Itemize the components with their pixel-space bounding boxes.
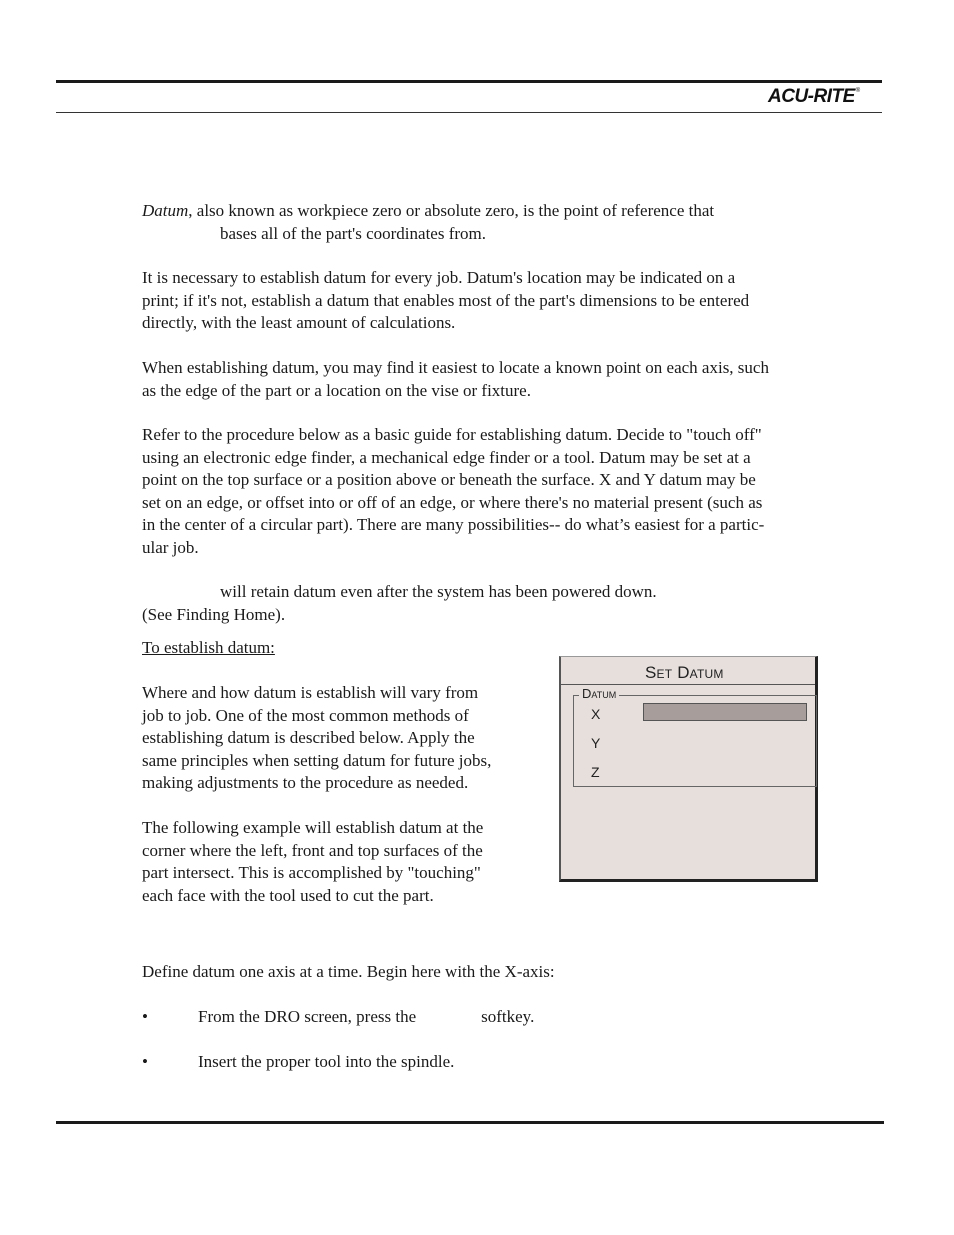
bullet-step-press-softkey [198, 1006, 534, 1029]
bullet-mark: • [142, 1052, 148, 1071]
paragraph-establish-every-job [142, 267, 749, 335]
paragraph-procedure-guide [142, 424, 764, 559]
paragraph-text: It is necessary to establish datum for every job. Datum's location may be indicated on a [142, 268, 736, 287]
paragraph-text: in the center of a circular part). There are many possibilities-- do what’s easiest for a partic- [142, 515, 765, 534]
paragraph-known-point [142, 357, 769, 402]
logo-text: ACU-RITE [768, 86, 855, 107]
paragraph-text: establishing datum is described below. Apply the [142, 728, 475, 747]
paragraph-example [142, 817, 483, 907]
term-datum: Datum [142, 201, 189, 220]
paragraph-text: making adjustments to the procedure as needed. [142, 773, 469, 792]
paragraph-text: as the edge of the part or a location on the vise or fixture. [142, 380, 531, 400]
bullet-text-before: From the DRO screen, press the [198, 1007, 417, 1026]
paragraph-datum-definition [142, 200, 714, 245]
bullet-text-after: softkey. [481, 1007, 535, 1026]
paragraph-text: set on an edge, or offset into or off of an edge, or where there's no material present (such as [142, 492, 763, 512]
paragraph-text: each face with the tool used to cut the part. [142, 885, 434, 905]
bullet-text-before: Insert the proper tool into the spindle. [198, 1052, 455, 1071]
paragraph-text: (See Finding Home). [142, 604, 286, 624]
paragraph-text: The following example will establish datum at the [142, 818, 484, 837]
screen-title: Set Datum [645, 663, 724, 682]
paragraph-text: Refer to the procedure below as a basic guide for establishing datum. Decide to "touch off" [142, 425, 762, 444]
paragraph-text: point on the top surface or a position above or beneath the surface. X and Y datum may be [142, 470, 756, 489]
header-rule-top [56, 80, 882, 83]
paragraph-retain-datum [142, 581, 657, 626]
subheading-to-establish-datum: To establish datum: [142, 638, 275, 657]
paragraph-text: ular job. [142, 537, 199, 557]
paragraph-where-and-how [142, 682, 491, 795]
bullet-mark: • [142, 1007, 148, 1026]
paragraph-text: bases all of the part's coordinates from. [220, 223, 487, 243]
paragraph-text: same principles when setting datum for future jobs, [142, 750, 492, 770]
datum-group-label: Datum [579, 686, 619, 701]
paragraph-text: print; if it's not, establish a datum that enables most of the part's dimensions to be entered [142, 290, 750, 310]
acu-rite-logo [768, 86, 860, 108]
paragraph-text: part intersect. This is accomplished by "touching" [142, 863, 481, 882]
set-datum-screen [559, 656, 818, 882]
paragraph-text: Where and how datum is establish will vary from [142, 683, 479, 702]
paragraph-text: , also known as workpiece zero or absolute zero, is the point of reference that [188, 201, 715, 220]
paragraph-text: directly, with the least amount of calculations. [142, 313, 456, 332]
paragraph-text: will retain datum even after the system has been powered down. [220, 582, 657, 601]
header-rule-bottom [56, 112, 882, 113]
paragraph-text: When establishing datum, you may find it easiest to locate a known point on each axis, such [142, 358, 769, 377]
title-divider [561, 684, 815, 685]
axis-label-y: Y [591, 735, 601, 751]
x-axis-field[interactable] [643, 703, 807, 721]
bullet-step-insert-tool [198, 1051, 454, 1074]
axis-label-z: Z [591, 764, 600, 780]
paragraph-text: corner where the left, front and top surfaces of the [142, 840, 483, 860]
footer-rule [56, 1121, 884, 1124]
paragraph-text: using an electronic edge finder, a mechanical edge finder or a tool. Datum may be set at a [142, 447, 751, 467]
axis-label-x: X [591, 706, 601, 722]
paragraph-text: job to job. One of the most common methods of [142, 705, 469, 725]
registered-mark: ® [855, 88, 860, 94]
paragraph-define-one-axis: Define datum one axis at a time. Begin here with the X-axis: [142, 962, 555, 981]
